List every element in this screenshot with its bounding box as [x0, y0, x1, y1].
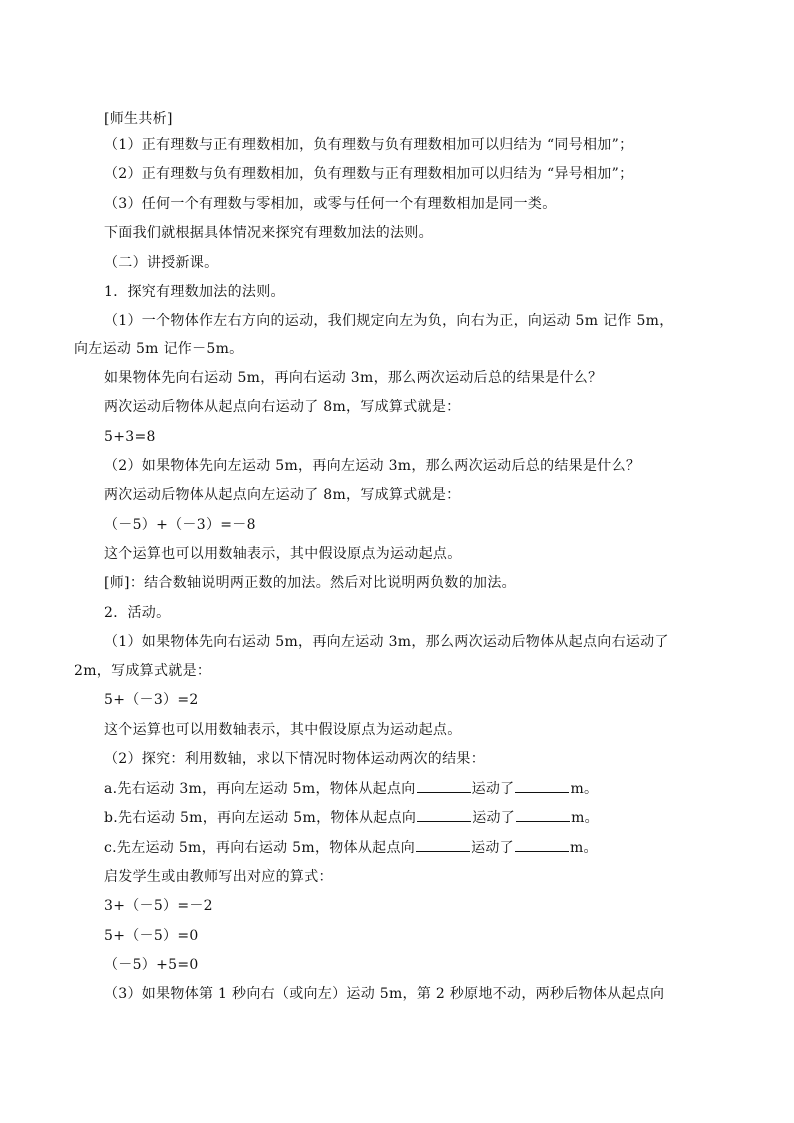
fill-item-text: a.先右运动 3m，再向左运动 5m，物体从起点向 — [104, 781, 416, 797]
text-line: 如果物体先向右运动 5m，再向右运动 3m，那么两次运动后总的结果是什么？ — [104, 370, 603, 386]
text-line: 下面我们就根据具体情况来探究有理数加法的法则。 — [104, 225, 433, 241]
text-line: （3）任何一个有理数与零相加，或零与任何一个有理数相加是同一类。 — [104, 196, 557, 212]
text-line: [师]：结合数轴说明两正数的加法。然后对比说明两负数的加法。 — [104, 575, 516, 591]
text-line: 这个运算也可以用数轴表示，其中假设原点为运动起点。 — [104, 722, 462, 738]
text-line: （3）如果物体第 1 秒向右（或向左）运动 5m，第 2 秒原地不动，两秒后物体从起点向 — [104, 986, 665, 1002]
text-line: 这个运算也可以用数轴表示，其中假设原点为运动起点。 — [104, 546, 462, 562]
fill-in-item — [104, 780, 598, 798]
fill-item-unit: m。 — [570, 781, 599, 797]
fill-item-text: c.先左运动 5m，再向右运动 5m，物体从起点向 — [104, 840, 416, 856]
fill-item-unit: m。 — [571, 810, 599, 826]
text-line: （1）正有理数与正有理数相加，负有理数与负有理数相加可以归结为 “同号相加”； — [104, 137, 634, 153]
text-line: 两次运动后物体从起点向右运动了 8m，写成算式就是： — [104, 399, 461, 415]
text-line: 向左运动 5m 记作－5m。 — [74, 341, 244, 357]
fill-in-item — [104, 839, 598, 857]
equation: （－5）+（－3）=－8 — [104, 517, 256, 533]
fill-item-text: b.先右运动 5m，再向左运动 5m，物体从起点向 — [104, 810, 417, 826]
answer-blank — [515, 780, 569, 793]
equation: 5+3=8 — [104, 429, 156, 445]
text-line: （2）正有理数与负有理数相加，负有理数与正有理数相加可以归结为 “异号相加”； — [104, 166, 634, 182]
text-line: （1）一个物体作左右方向的运动，我们规定向左为负，向右为正，向运动 5m 记作 5m， — [104, 313, 674, 329]
answer-blank — [417, 809, 471, 822]
equation: 5+（－5）=0 — [104, 928, 199, 944]
text-line: （2）如果物体先向左运动 5m，再向左运动 3m，那么两次运动后总的结果是什么？ — [104, 458, 641, 474]
text-line: 2m，写成算式就是： — [74, 663, 212, 679]
section-heading: [师生共析] — [104, 111, 173, 127]
equation: 5+（－3）=2 — [104, 692, 199, 708]
section-heading: 1．探究有理数加法的法则。 — [104, 284, 285, 300]
section-heading: 2．活动。 — [104, 605, 171, 621]
fill-item-text: 运动了 — [471, 781, 515, 797]
fill-item-unit: m。 — [569, 840, 598, 856]
answer-blank — [416, 839, 470, 852]
equation: 3+（－5）=－2 — [104, 898, 213, 914]
section-heading: （二）讲授新课。 — [104, 255, 219, 271]
answer-blank — [417, 780, 471, 793]
answer-blank — [515, 839, 569, 852]
text-line: 启发学生或由教师写出对应的算式： — [104, 869, 333, 885]
fill-item-text: 运动了 — [472, 810, 516, 826]
text-line: （2）探究：利用数轴，求以下情况时物体运动两次的结果： — [104, 751, 486, 767]
fill-item-text: 运动了 — [471, 840, 514, 856]
fill-in-item — [104, 809, 599, 827]
answer-blank — [516, 809, 570, 822]
text-line: （1）如果物体先向右运动 5m，再向左运动 3m，那么两次运动后物体从起点向右运动了 — [104, 634, 669, 650]
equation: （－5）+5=0 — [104, 957, 199, 973]
text-line: 两次运动后物体从起点向左运动了 8m，写成算式就是： — [104, 487, 461, 503]
